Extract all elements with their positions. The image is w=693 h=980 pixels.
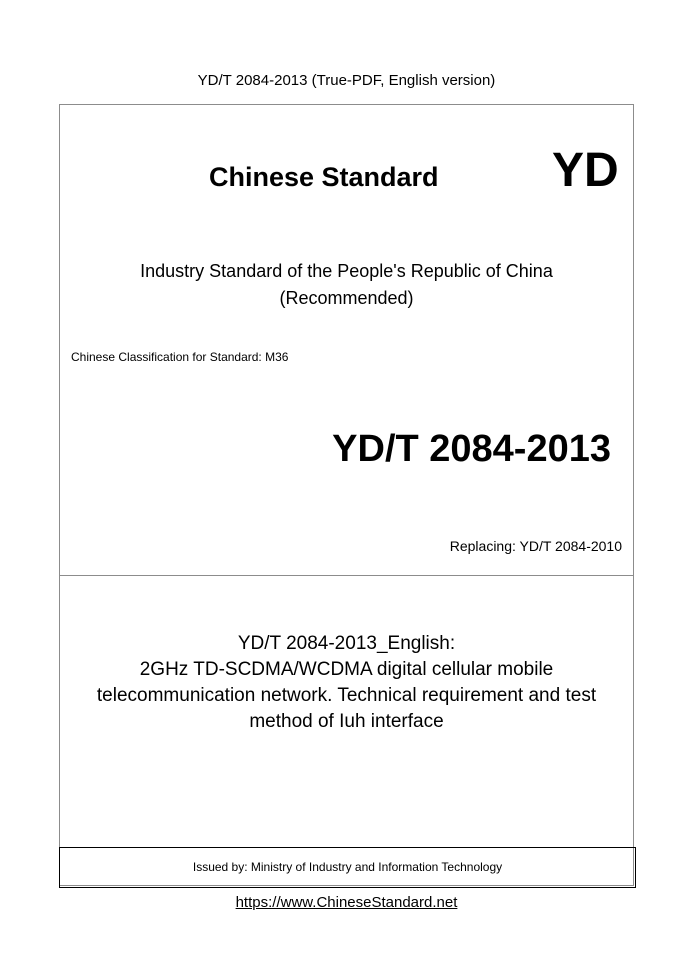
title-line-3: telecommunication network. Technical requirement and test bbox=[96, 685, 597, 706]
website-link[interactable]: https://www.ChineseStandard.net bbox=[235, 894, 458, 911]
classification-text: Chinese Classification for Standard: M36 bbox=[71, 350, 289, 364]
issuer-box: Issued by: Ministry of Industry and Information Technology bbox=[59, 847, 636, 888]
replacing-text: Replacing: YD/T 2084-2010 bbox=[449, 538, 622, 554]
industry-line-2: (Recommended) bbox=[279, 288, 414, 308]
document-header-title: YD/T 2084-2013 (True-PDF, English version) bbox=[197, 72, 496, 89]
title-line-4: method of Iuh interface bbox=[249, 711, 444, 732]
standard-number: YD/T 2084-2013 bbox=[332, 428, 611, 470]
industry-line-1: Industry Standard of the People's Republic of China bbox=[140, 261, 553, 281]
standard-title bbox=[60, 631, 633, 735]
chinese-standard-heading: Chinese Standard bbox=[209, 162, 439, 192]
title-line-2: 2GHz TD-SCDMA/WCDMA digital cellular mobile bbox=[139, 659, 554, 680]
cover-frame bbox=[59, 104, 634, 886]
title-line-1: YD/T 2084-2013_English: bbox=[237, 633, 456, 654]
cover-top-section bbox=[60, 105, 633, 576]
yd-mark: YD bbox=[552, 144, 619, 197]
industry-standard-text bbox=[60, 258, 633, 312]
